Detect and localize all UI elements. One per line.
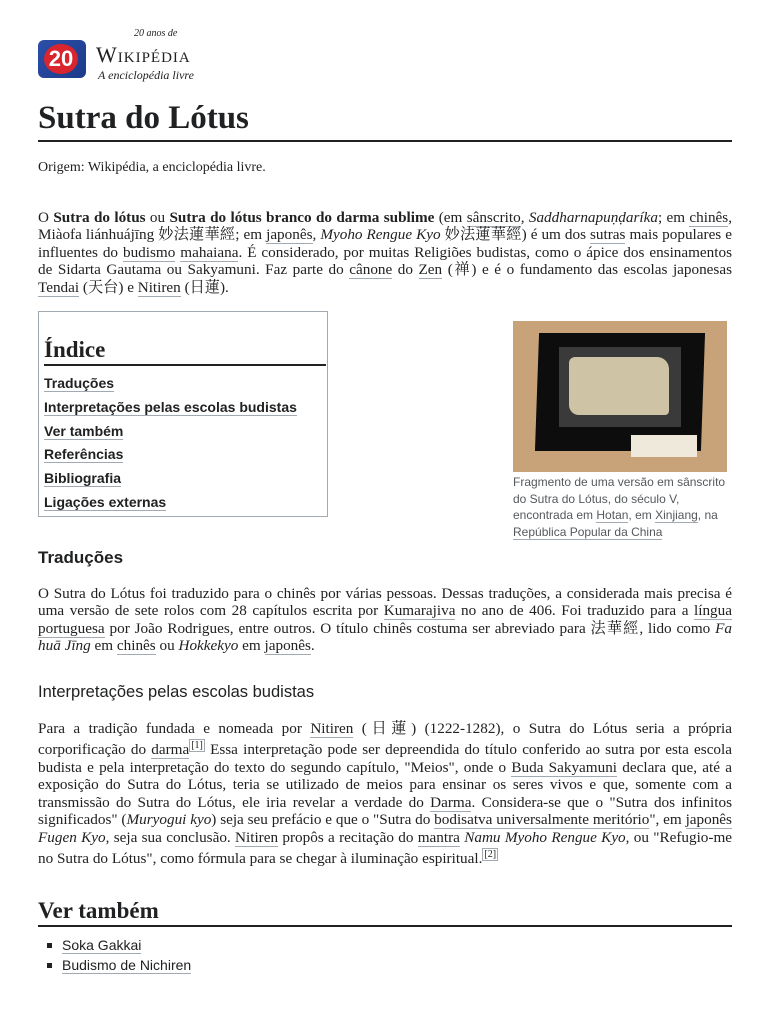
see-also-list [38,935,191,975]
reference-2[interactable]: [2] [484,848,497,860]
toc-heading: Índice [44,336,326,366]
table-of-contents [38,311,328,517]
manuscript-photo[interactable] [513,321,727,472]
link-japones[interactable]: japonês [264,637,311,655]
page-title: Sutra do Lótus [38,98,732,142]
heading-ver-tambem: Ver também [38,897,732,927]
figure-caption: Fragmento de uma versão em sânscrito do Sutra do Lótus, do século V, encontrada em Hotan, em Xinjiang, na República Popular da China [513,475,726,539]
heading-traducoes: Traduções [38,548,124,567]
link-rpc[interactable]: República Popular da China [513,524,663,539]
toc-item[interactable]: Ver também [44,422,124,439]
heading-interpretacoes: Interpretações pelas escolas budistas [38,683,315,701]
link-hotan[interactable]: Hotan [596,508,629,522]
list-item[interactable]: Budismo de Nichiren [38,955,191,975]
link-lingua-portuguesa[interactable]: língua portuguesa [38,602,732,637]
link-nitiren[interactable]: Nitiren [137,278,181,296]
toc-item[interactable]: Ligações externas [44,493,167,510]
link-darma[interactable]: darma [151,741,190,759]
link-kumarajiva[interactable]: Kumarajiva [383,602,456,620]
logo-years: 20 anos de [134,28,178,39]
link-chines[interactable]: chinês [116,637,156,655]
link-nitiren[interactable]: Nitiren [310,720,354,737]
figure [513,321,727,540]
link-darma[interactable]: Darma [430,793,472,811]
reference-1[interactable]: [1] [191,740,203,752]
logo-tagline: A enciclopédia livre [98,68,194,82]
toc-item[interactable]: Bibliografia [44,470,122,487]
link-xinjiang[interactable]: Xinjiang [655,508,698,522]
link-chines[interactable]: chinês [689,209,729,226]
link-japones[interactable]: japonês [685,811,732,829]
link-mahaiana[interactable]: mahaiana [180,243,239,261]
globe-icon [38,40,86,78]
logo-wordmark: Wikipédia [96,42,191,67]
interp-paragraph: Para a tradição fundada e nomeada por Nitiren (日蓮) (1222-1282), o Sutra do Lótus seria a própria corporificação do darma [1] Essa interpretação pode ser depreendida do título conferido ao sutra por esta escola budista e pela interpretação do texto do segundo capítulo, "Meios", onde o Buda Sakyamuni declara que, até a exposição do Sutra do Lótus, teria se utilizado de meios para ensinar os seres vivos e que, somente com a transmissão do Sutra do Lótus, ele iria revelar a verdade do Darma. Considera-se que o "Sutra dos infinitos significados" (Muryogui kyo) seja seu prefácio e que o "Sutra do bodisatva universalmente meritório", em japonês Fugen Kyo, seja sua conclusão. Nitiren propôs a recitação do mantra Namu Myoho Rengue Kyo, ou "Refugio-me no Sutra do Lótus", como fórmula para se chegar à iluminação espiritual. [2] [38,720,733,867]
link-canone[interactable]: cânone [349,261,393,279]
link-bodisatva[interactable]: bodisatva universalmente meritório [434,811,650,829]
anniversary-badge: 20 [44,44,78,74]
link-japones[interactable]: japonês [266,226,313,244]
intro-paragraph: O Sutra do lótus ou Sutra do lótus branco do darma sublime (em sânscrito, Saddharnapuṇḍaríka; em chinês, Miàofa liánhuájīng 妙法蓮華經; em japonês, Myoho Rengue Kyo 妙法蓮華經) é um dos sutras mais populares e influentes do budismo mahaiana. É considerado, por muitas Religiões budistas, como o ápice dos ensinamentos de Sidarta Gautama ou Sakyamuni. Faz parte do cânone do Zen (禅) e é o fundamento das escolas japonesas Tendai (天台) e Nitiren (日蓮). [38,209,733,296]
link-sutras[interactable]: sutras [590,226,626,244]
link-budismo[interactable]: budismo [122,243,176,261]
toc-item[interactable]: Interpretações pelas escolas budistas [44,398,297,415]
list-item[interactable]: Soka Gakkai [38,935,191,955]
link-buda[interactable]: Buda Sakyamuni [511,758,618,776]
link-nitiren[interactable]: Nitiren [235,828,279,846]
toc-item[interactable]: Referências [44,446,124,463]
link-mantra[interactable]: mantra [417,828,460,846]
link-sanskrit[interactable]: sânscrito [466,209,521,226]
traducoes-paragraph: O Sutra do Lótus foi traduzido para o chinês por várias pessoas. Dessas traduções, a considerada mais precisa é uma versão de sete rolos com 28 capítulos escrita por Kumarajiva no ano de 406. Foi traduzido para a língua portuguesa por João Rodrigues, entre outros. O título chinês costuma ser abreviado para 法華經, lido como Fa huā Jīng em chinês ou Hokkekyo em japonês. [38,585,732,655]
origin-note: Origem: Wikipédia, a enciclopédia livre. [38,160,266,175]
wikipedia-logo[interactable] [38,30,238,84]
link-zen[interactable]: Zen [418,261,443,279]
toc-item[interactable]: Traduções [44,375,115,391]
link-tendai[interactable]: Tendai [38,278,80,296]
